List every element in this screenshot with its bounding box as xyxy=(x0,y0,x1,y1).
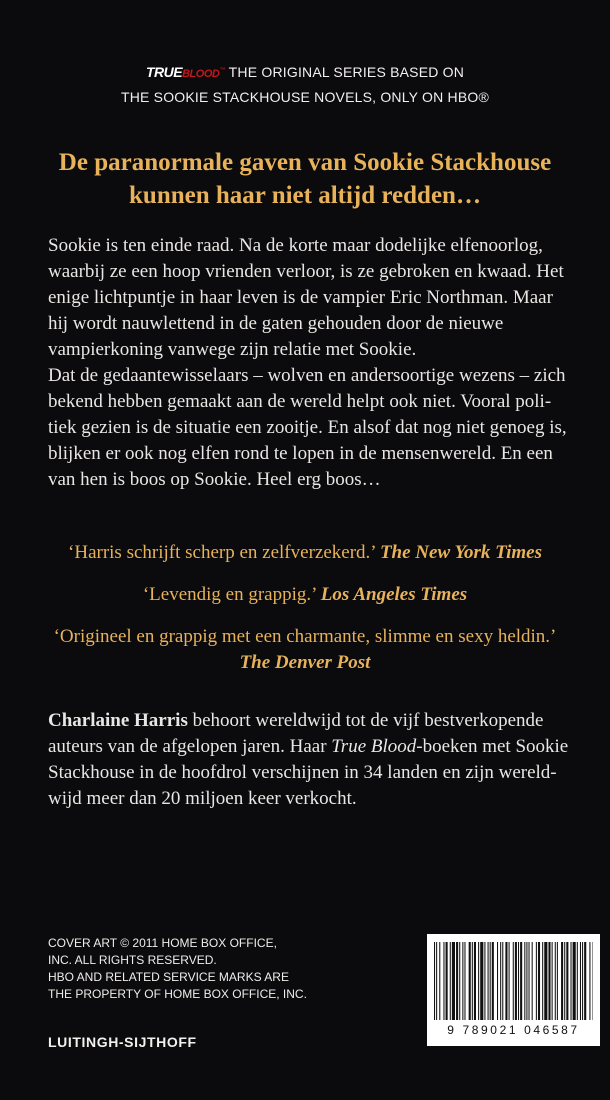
barcode-bar xyxy=(443,942,444,1020)
barcode-bar xyxy=(542,942,543,1020)
headline-line-2: kunnen haar niet altijd redden… xyxy=(129,182,481,209)
barcode-bar xyxy=(577,942,578,1020)
barcode-bar xyxy=(582,942,583,1020)
barcode-bar xyxy=(497,942,498,1020)
tagline-text-1: THE ORIGINAL SERIES BASED ON xyxy=(228,64,465,80)
barcode-bar xyxy=(573,942,576,1020)
barcode-bar xyxy=(459,942,460,1020)
series-tagline-line1 xyxy=(0,64,610,80)
quote-source: The Denver Post xyxy=(239,652,371,673)
barcode-bar xyxy=(492,942,494,1020)
barcode-bar xyxy=(452,942,455,1020)
barcode-bar xyxy=(478,942,479,1020)
barcode-bar xyxy=(469,942,471,1020)
barcode-bar xyxy=(484,942,485,1020)
barcode-bar xyxy=(446,942,448,1020)
barcode-bar xyxy=(555,942,556,1020)
barcode-bar xyxy=(529,942,530,1020)
barcode-bar xyxy=(552,942,553,1020)
barcode-bar xyxy=(580,942,581,1020)
author-name: Charlaine Harris xyxy=(48,710,188,731)
barcode-bar xyxy=(490,942,491,1020)
blurb xyxy=(48,233,578,493)
barcode-bar xyxy=(515,942,517,1020)
barcode-bar xyxy=(480,942,483,1020)
barcode-bars xyxy=(434,942,593,1020)
quote-source: The New York Times xyxy=(379,542,542,563)
barcode-bar xyxy=(472,942,473,1020)
barcode-bar xyxy=(513,942,514,1020)
barcode-bar xyxy=(456,942,458,1020)
headline-line-1: De paranormale gaven van Sookie Stackhouse xyxy=(58,149,552,176)
barcode-bar xyxy=(450,942,451,1020)
review-quote: ‘Harris schrijft scherp en zelfverzekerd.’ The New York Times xyxy=(68,542,542,563)
review-quote: ‘Levendig en grappig.’ Los Angeles Times xyxy=(142,584,468,605)
barcode-bar xyxy=(502,942,503,1020)
author-bio: Charlaine Harris behoort wereldwijd tot de vijf bestverkopende auteurs van de afgelopen jaren. Haar True Blood-boeken met Sookie Stackhouse in de hoofdrol verschijnen in 34 landen en zijn wereld- wijd meer dan 20 miljoen keer verkocht. xyxy=(48,710,569,809)
barcode-bar xyxy=(557,942,558,1020)
barcode-bar xyxy=(436,942,437,1020)
barcode-bar xyxy=(564,942,565,1020)
blurb-paragraph-1: Sookie is ten einde raad. Na de korte maar dodelijke elfenoorlog, waarbij ze een hoop vrienden verloor, is ze gebroken en kwaad. Het enige lichtpuntje in haar leven is de vampier Eric Northman. Maar hij wordt nauwlettend in de gaten gehouden door de nieuwe vampierkoning vanwege zijn relatie met Sookie. xyxy=(48,235,564,360)
barcode-bar xyxy=(538,942,540,1020)
barcode-bar xyxy=(566,942,568,1020)
true-blood-logo: TRUEBLOOD™ xyxy=(145,64,225,80)
barcode-bar xyxy=(505,942,507,1020)
barcode-bar xyxy=(561,942,563,1020)
barcode-bar xyxy=(526,942,527,1020)
barcode-bar xyxy=(464,942,465,1020)
isbn-number: 9 789021 046587 xyxy=(447,1023,580,1037)
series-title: True Blood xyxy=(331,736,417,757)
barcode-bar xyxy=(584,942,586,1020)
headline xyxy=(0,146,610,212)
barcode-bar xyxy=(544,942,547,1020)
barcode-bar xyxy=(532,942,533,1020)
barcode-bar xyxy=(589,942,590,1020)
series-tagline-line2: THE SOOKIE STACKHOUSE NOVELS, ONLY ON HBO® xyxy=(120,89,490,105)
barcode-bar xyxy=(509,942,510,1020)
barcode xyxy=(427,934,600,1046)
barcode-bar xyxy=(462,942,463,1020)
barcode-bar xyxy=(520,942,522,1020)
barcode-bar xyxy=(439,942,440,1020)
barcode-bar xyxy=(474,942,476,1020)
barcode-bar xyxy=(571,942,572,1020)
review-quote: ‘Origineel en grappig met een charmante, slimme en sexy heldin.’ The Denver Post xyxy=(0,624,610,676)
barcode-bar xyxy=(518,942,519,1020)
publisher-logo: LUITINGH-SIJTHOFF xyxy=(48,1034,197,1050)
barcode-bar xyxy=(500,942,501,1020)
barcode-bar xyxy=(488,942,489,1020)
barcode-bar xyxy=(434,942,435,1020)
copyright-notice: COVER ART © 2011 HOME BOX OFFICE, INC. ALL RIGHTS RESERVED. HBO AND RELATED SERVICE MARKS ARE THE PROPERTY OF HOME BOX OFFICE, INC. xyxy=(48,936,307,1001)
barcode-bar xyxy=(524,942,525,1020)
barcode-bar xyxy=(536,942,537,1020)
blurb-paragraph-2: Dat de gedaantewisselaars – wolven en andersoortige wezens – zich bekend hebben gemaakt aan de wereld helpt ook niet. Vooral poli- tiek gezien is de situatie een zooitje. En alsof dat nog niet genoeg is, blijken er ook nog elfen rond te lopen in de mensenwereld. En een van hen is boos op Sookie. Heel erg boos… xyxy=(48,365,567,490)
quote-source: Los Angeles Times xyxy=(320,584,468,605)
barcode-bar xyxy=(548,942,550,1020)
